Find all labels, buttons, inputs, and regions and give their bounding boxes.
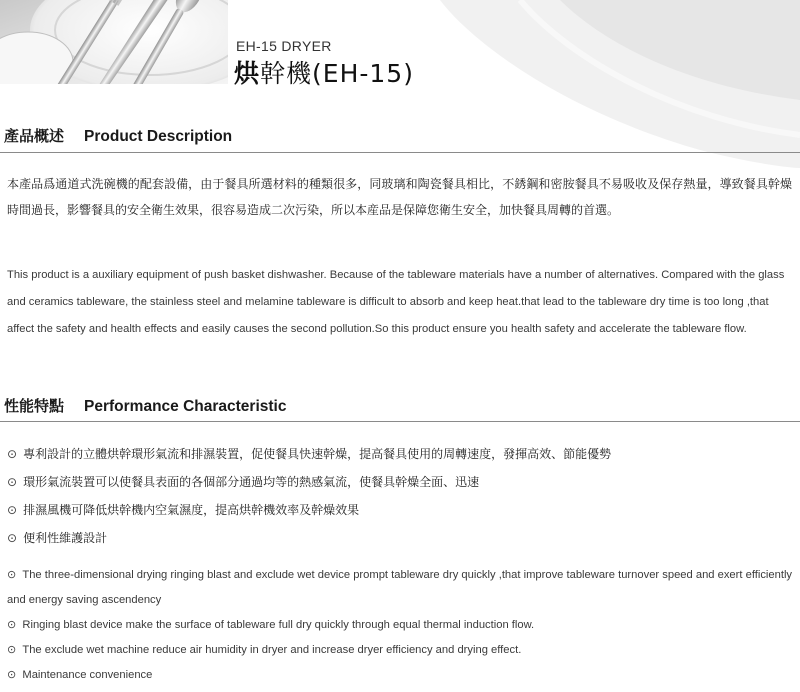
title-bold-char: 烘	[234, 59, 261, 88]
performance-section-divider	[0, 421, 800, 422]
list-item: ⊙ 排濕風機可降低烘幹機内空氣濕度，提高烘幹機效率及幹燥效果	[7, 496, 611, 524]
page-title	[234, 54, 414, 90]
list-item: ⊙ 便利性維護設計	[7, 524, 611, 552]
title-rest: 幹機(EH-15)	[260, 59, 414, 88]
tableware-image	[0, 0, 228, 84]
bullet-circle-icon: ⊙	[7, 475, 18, 489]
bullet-circle-icon: ⊙	[7, 619, 17, 631]
list-item: ⊙ 專利設計的立體烘幹環形氣流和排濕裝置，促使餐具快速幹燥，提高餐具使用的周轉速度，發揮高效、節能優勢	[7, 440, 611, 468]
product-description-en: This product is a auxiliary equipment of push basket dishwasher. Because of the tableware materials have a number of alternatives. Compared with the glass and ceramics tableware, the stainless steel and melamine tableware is difficult to absorb and keep heat.that lead to the tableware dry time is too long ,that affect the safety and health effects and easily causes the second pollution.So this product ensure you health safety and accelerate the tableware flow.	[7, 269, 785, 335]
header-photo-tableware	[0, 0, 228, 84]
bullet-circle-icon: ⊙	[7, 531, 18, 545]
performance-heading-en: Performance Characteristic	[84, 398, 287, 415]
model-code: EH-15 DRYER	[236, 38, 332, 54]
bullet-circle-icon: ⊙	[7, 503, 18, 517]
performance-list-en	[7, 563, 795, 688]
list-item: ⊙ 環形氣流裝置可以使餐具表面的各個部分通過均等的熱感氣流，使餐具幹燥全面、迅速	[7, 468, 611, 496]
performance-heading	[4, 395, 286, 417]
list-item: ⊙ The three-dimensional drying ringing blast and exclude wet device prompt tableware dry quickly ,that improve tableware turnover speed and exert efficiently and energy saving ascendency	[7, 563, 795, 613]
list-item: ⊙ Ringing blast device make the surface of tableware full dry quickly through equal thermal induction flow.	[7, 613, 795, 638]
bullet-circle-icon: ⊙	[7, 644, 17, 656]
product-description-zh: 本產品爲通道式洗碗機的配套設備，由于餐具所選材料的種類很多，同玻璃和陶瓷餐具相比，不銹鋼和密胺餐具不易吸收及保存熱量，導致餐具幹燥時間過長，影響餐具的安全衛生效果，很容易造成二次污染，所以本産品是保障您衛生安全，加快餐具周轉的首選。	[7, 177, 792, 217]
list-item: ⊙ The exclude wet machine reduce air humidity in dryer and increase dryer efficiency and drying effect.	[7, 638, 795, 663]
bullet-circle-icon: ⊙	[7, 447, 18, 461]
performance-heading-zh: 性能特點	[4, 397, 65, 415]
product-description-heading	[4, 125, 232, 147]
product-section-divider	[0, 152, 800, 153]
bullet-circle-icon: ⊙	[7, 569, 17, 581]
product-heading-en: Product Description	[84, 128, 233, 145]
performance-list-zh	[7, 440, 611, 552]
product-heading-zh: 產品概述	[4, 127, 65, 145]
list-item: ⊙ Maintenance convenience	[7, 663, 795, 688]
bullet-circle-icon: ⊙	[7, 669, 17, 681]
